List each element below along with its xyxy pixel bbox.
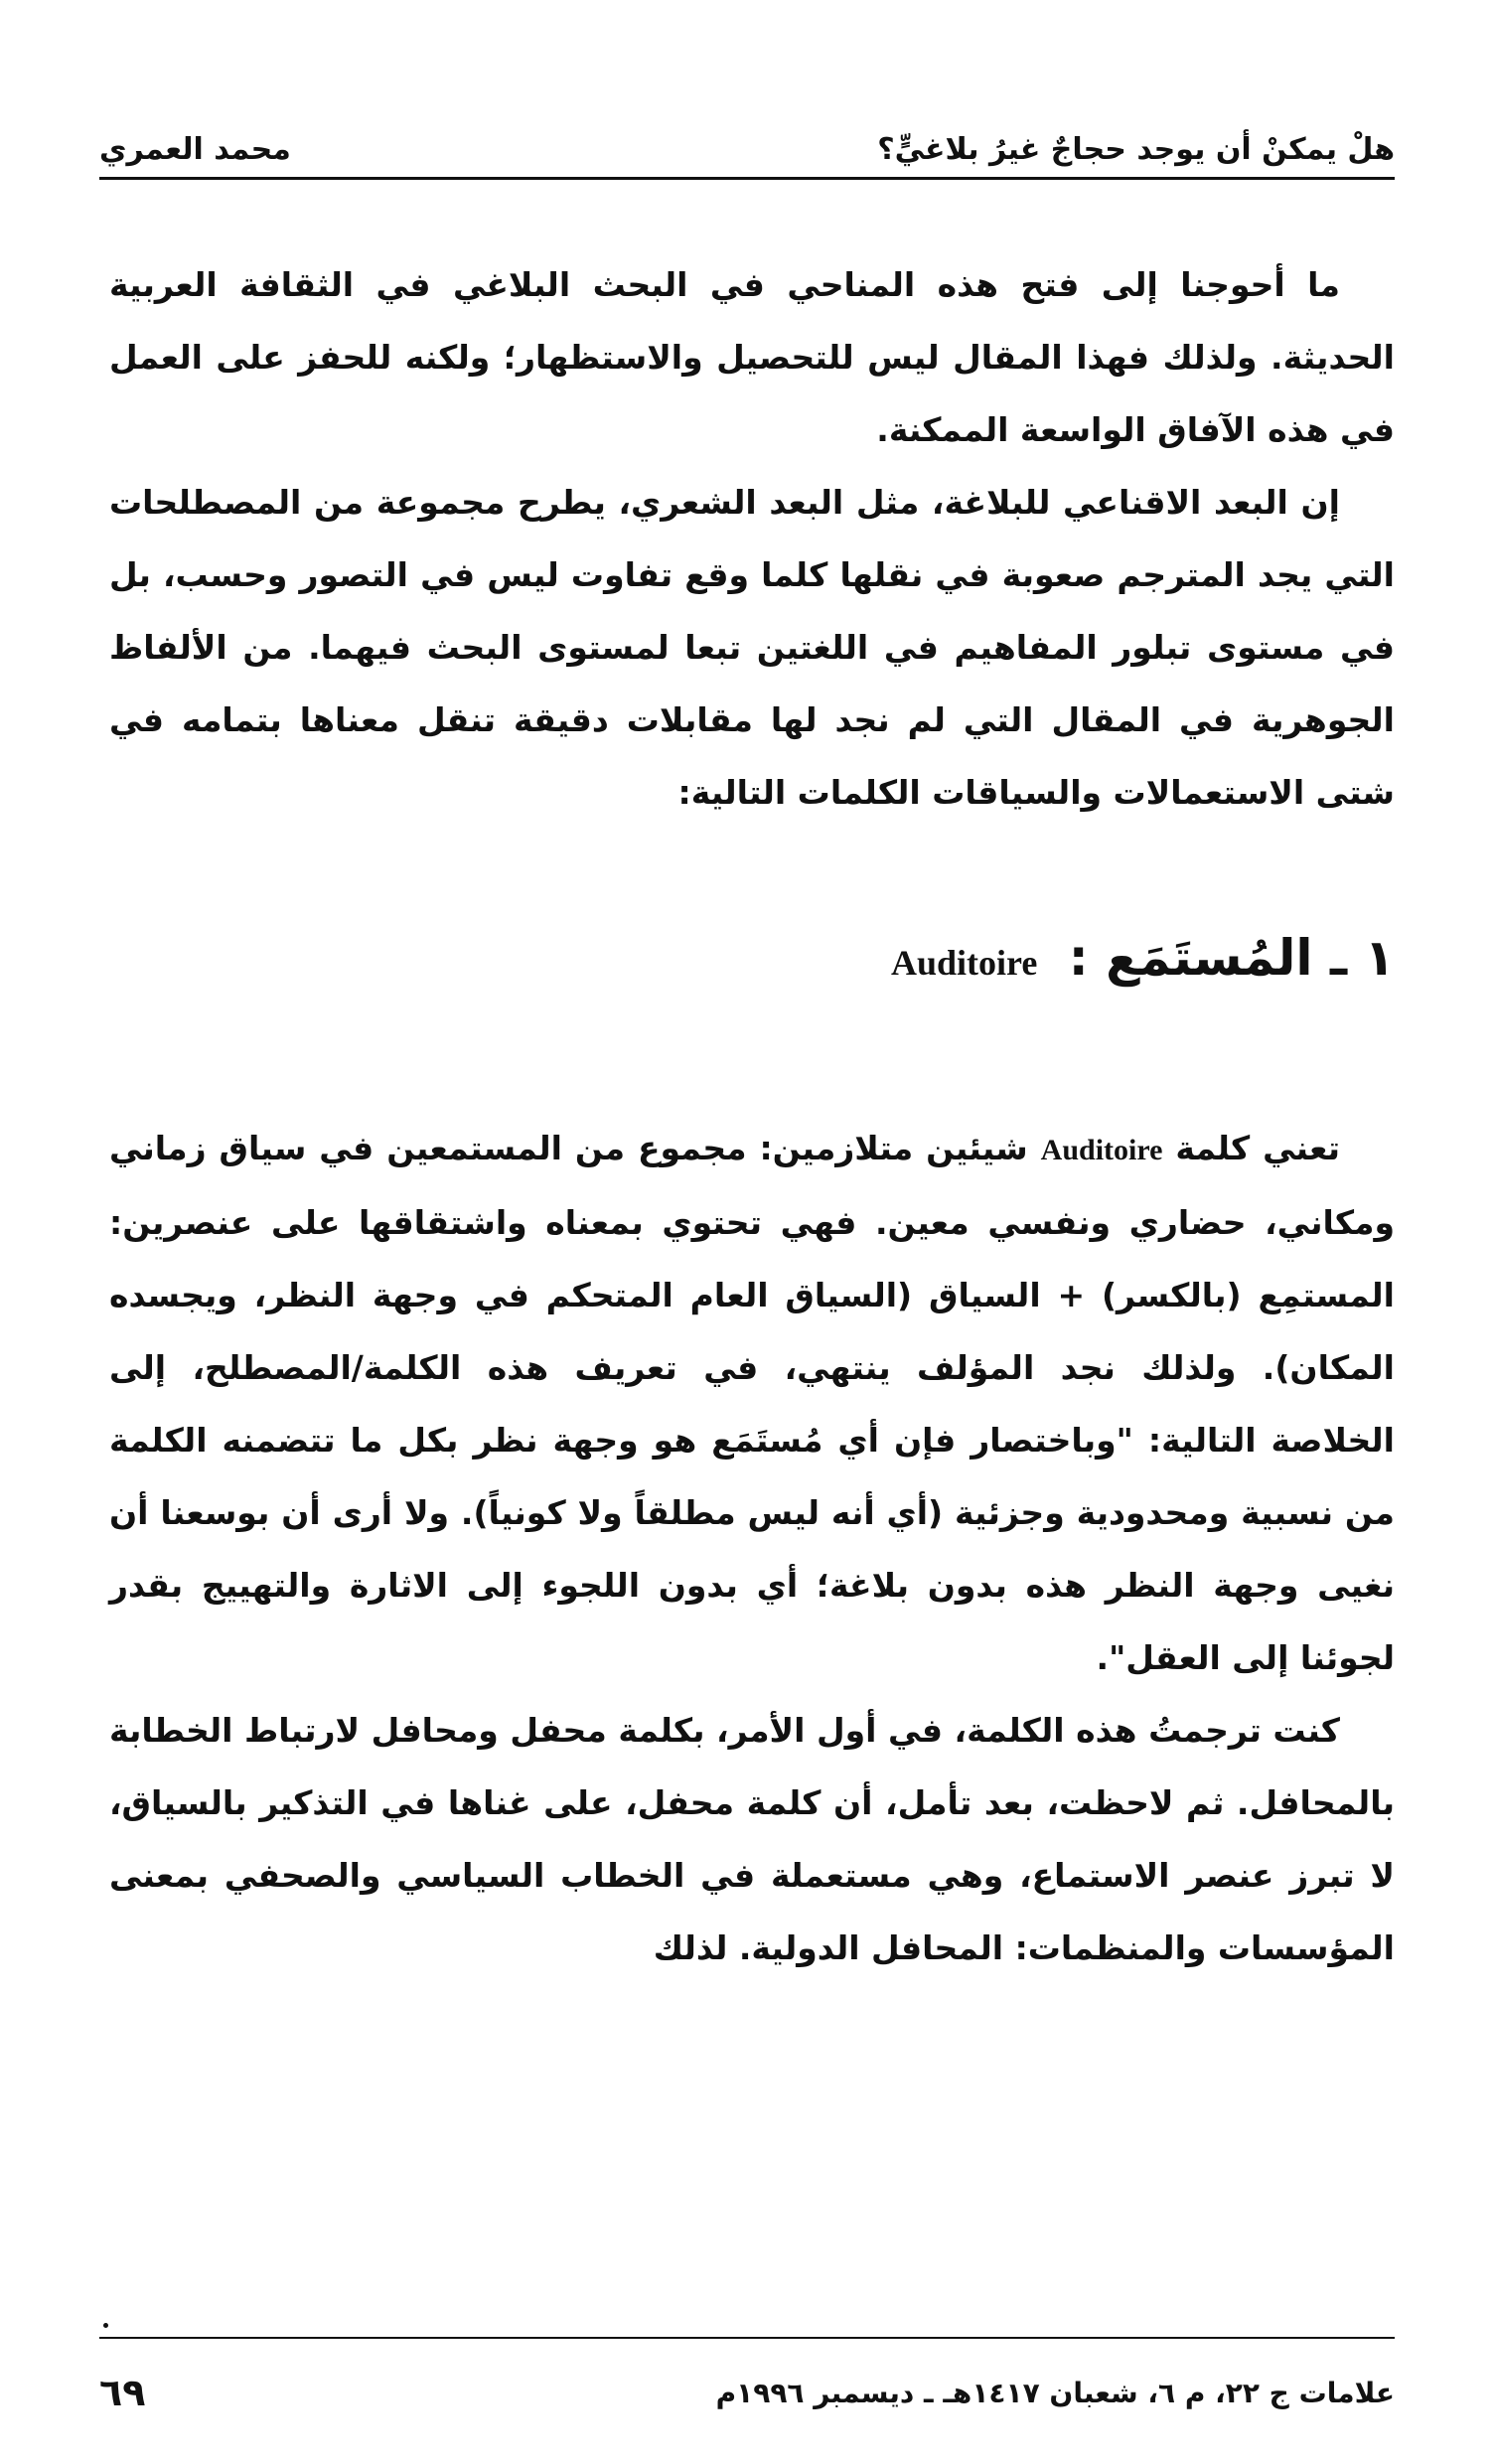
page-number: ٦٩ bbox=[99, 2371, 146, 2414]
page-footer bbox=[99, 2363, 1395, 2422]
paragraph-4: كنت ترجمتُ هذه الكلمة، في أول الأمر، بكلمة محفل ومحافل لارتباط الخطابة بالمحافل. ثم لاحظت، بعد تأمل، أن كلمة محفل، على غناها في التذكير بالسياق، لا تبرز عنصر الاستماع، وهي مستعملة في الخطاب السياسي والصحفي بمعنى المؤسسات والمنظمات: المحافل الدولية. لذلك bbox=[109, 1711, 1395, 1967]
header-rule bbox=[99, 177, 1395, 180]
paragraph-3-rest: شيئين متلازمين: مجموع من المستمعين في سياق زماني ومكاني، حضاري ونفسي معين. فهي تحتوي بمعناه واشتقاقها على عنصرين: المستمِع (بالكسر) + السياق (السياق العام المتحكم في وجهة النظر، ويجسده المكان). ولذلك نجد المؤلف ينتهي، في تعريف هذه الكلمة/المصطلح، إلى الخلاصة التالية: "وباختصار فإن أي مُستَمَع هو وجهة نظر بكل ما تتضمنه الكلمة من نسبية ومحدودية وجزئية (أي أنه ليس مطلقاً ولا كونياً). ولا أرى أن بوسعنا أن نغيى وجهة النظر هذه بدون بلاغة؛ أي بدون اللجوء إلى الاثارة والتهييج بقدر لجوئنا إلى العقل". bbox=[109, 1129, 1395, 1677]
section-heading-arabic: ١ ـ المُستَمَع : bbox=[1068, 929, 1395, 987]
footer-rule bbox=[99, 2337, 1395, 2339]
paragraph-3 bbox=[109, 1112, 1395, 1694]
paragraph-2: إن البعد الاقناعي للبلاغة، مثل البعد الشعري، يطرح مجموعة من المصطلحات التي يجد المترجم صعوبة في نقلها كلما وقع تفاوت ليس في التصور وحسب، بل في مستوى تبلور المفاهيم في اللغتين تبعا لمستوى البحث فيهما. من الألفاظ الجوهرية في المقال التي لم نجد لها مقابلات دقيقة تنقل معناها بتمامه في شتى الاستعمالات والسياقات الكلمات التالية: bbox=[109, 483, 1395, 812]
journal-citation: علامات ج ٢٢، م ٦، شعبان ١٤١٧هـ ـ ديسمبر ١٩٩٦م bbox=[715, 2376, 1395, 2409]
paragraph-3-start: تعني كلمة bbox=[1175, 1129, 1340, 1167]
footer-dot bbox=[103, 2323, 108, 2328]
section-heading-latin: Auditoire bbox=[890, 943, 1038, 983]
section-heading bbox=[109, 918, 1395, 1002]
article-title: هلْ يمكنْ أن يوجد حجاجٌ غيرُ بلاغيٍّ؟ bbox=[877, 132, 1395, 167]
author-name: محمد العمري bbox=[99, 132, 291, 167]
running-header bbox=[99, 107, 1395, 167]
auditoire-term: Auditoire bbox=[1040, 1134, 1163, 1166]
paragraph-1: ما أحوجنا إلى فتح هذه المناحي في البحث البلاغي في الثقافة العربية الحديثة. ولذلك فهذا المقال ليس للتحصيل والاستظهار؛ ولكنه للحفز على العمل في هذه الآفاق الواسعة الممكنة. bbox=[109, 265, 1395, 449]
body-text bbox=[109, 248, 1395, 1984]
